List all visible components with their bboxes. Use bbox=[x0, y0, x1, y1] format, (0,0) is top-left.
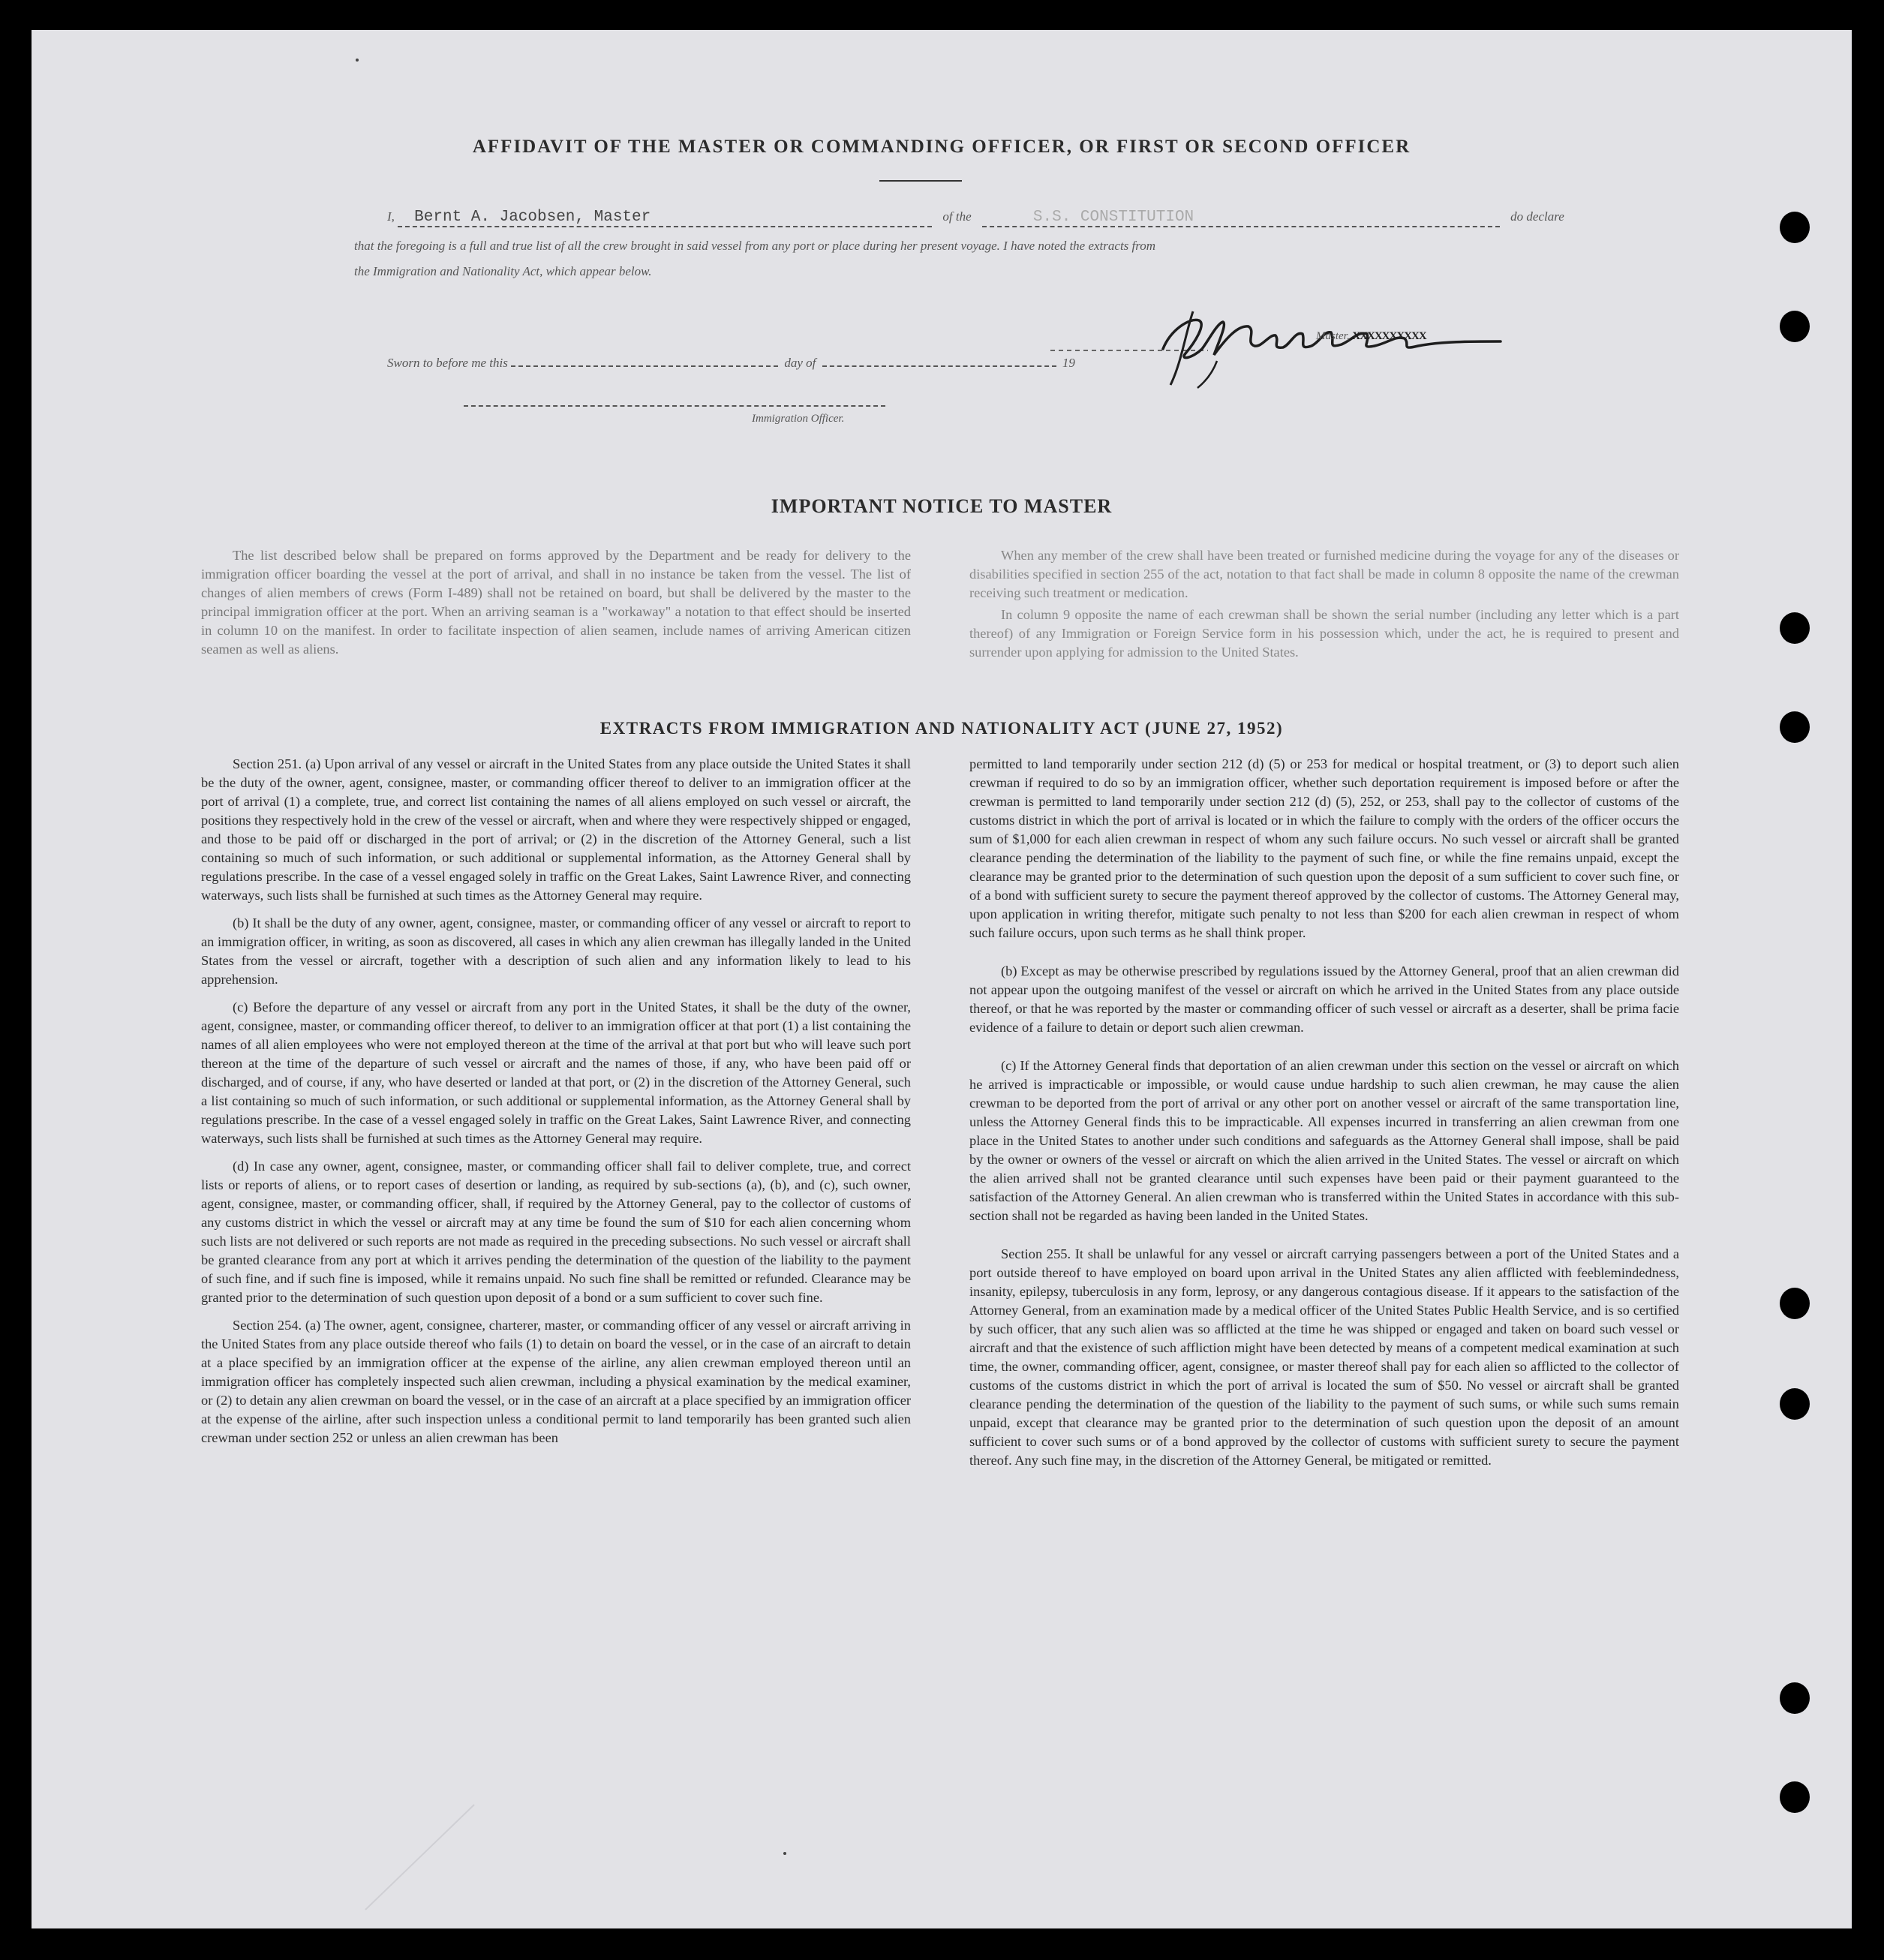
extract-paragraph: Section 251. (a) Upon arrival of any vessel or aircraft in the United States from any place outside the United States it shall be the duty of the owner, agent, consignee, master, or commanding officer thereof to deliver to an immigration officer at the port of arrival (1) a complete, true, and correct list containing the names of all aliens employed on such vessel or aircraft, the positions they respectively hold in the crew of the vessel or aircraft, when and where they were respectively shipped or engaged, and those to be paid off or discharged in the port of arrival; or (2) in the discretion of the Attorney General, such a list containing so much of such information, or such additional or supplemental information, as the Attorney General shall by regulations prescribe. In the case of a vessel engaged solely in traffic on the Great Lakes, Saint Lawrence River, and connecting waterways, such lists shall be furnished at such times as the Attorney General may require. bbox=[201, 756, 911, 903]
sworn-line bbox=[387, 356, 1075, 371]
extract-paragraph: permitted to land temporarily under section 212 (d) (5) or 253 for medical or hospital treatment, or (3) to deport such alien crewman if required to do so by an immigration officer, whether such deportation requirement is imposed before or after the crewman is permitted to land temporarily under section 212 (d) (5), 252, or 253, shall pay to the collector of customs of the customs district in which the port of arrival is located or in which the failure to comply with the orders of the officer occurs the sum of $1,000 for each alien crewman in respect of whom any such failure occurs. No such vessel or aircraft shall be granted clearance pending the determination of the liability to the payment of such fine, or while the fine remains unpaid, except the clearance may be granted prior to the determination of such question upon the deposit of a sum sufficient to cover such fine, or of a bond with sufficient surety to secure the payment thereof approved by the collector of customs. The Attorney General may, upon application in writing therefor, mitigate such penalty to not less than $200 for each alien crewman in respect of whom such failure occurs, upon such terms as he shall think proper. bbox=[969, 756, 1679, 940]
notice-paragraph: When any member of the crew shall have been treated or furnished medicine during the voyage for any of the diseases or disabilities specified in section 255 of the act, notation to that fact shall be made in column 8 opposite the name of the crewman receiving such treatment or medication. bbox=[969, 548, 1679, 600]
vessel-field[interactable] bbox=[982, 209, 1500, 227]
punch-hole bbox=[1780, 311, 1810, 342]
statement-line: that the foregoing is a full and true list of all the crew brought in said vessel from any port or place during her present voyage. I have noted the extracts from bbox=[354, 239, 1156, 253]
vessel-name: S.S. CONSTITUTION bbox=[1032, 209, 1194, 226]
punch-hole bbox=[1780, 1288, 1810, 1319]
notice-left-column bbox=[201, 546, 911, 668]
extracts-title: EXTRACTS FROM IMMIGRATION AND NATIONALITY ACT (JUNE 27, 1952) bbox=[599, 719, 1284, 738]
master-signature bbox=[1020, 289, 1561, 394]
punch-hole bbox=[1780, 212, 1810, 243]
prefix-label: I, bbox=[387, 209, 395, 224]
extract-paragraph: Section 255. It shall be unlawful for any vessel or aircraft carrying passengers between a port of the United States and a port outside thereof to have employed on board upon arrival in the United States any alien afflicted with feeblemindedness, insanity, epilepsy, tuberculosis in any form, leprosy, or any dangerous contagious disease. If it appears to the satisfaction of the Attorney General, from an examination made by a medical officer of the United States Public Health Service, and is so certified by such officer, that any such alien was so afflicted at the time he was shipped or engaged and taken on board such vessel or aircraft and that the existence of such affliction might have been detected by means of a competent medical examination at such time, the owner, commanding officer, agent, consignee, or master thereof shall pay for each alien so afflicted to the collector of customs of the customs district in which the port of arrival is located the sum of $50. No vessel or aircraft shall be granted clearance pending the determination of the question of the liability to the payment of such sums, or while such sums remain unpaid, except that clearance may be granted prior to the determination of such question upon the deposit of an amount sufficient to cover such sums or of a bond approved by the collector of customs with sufficient surety to secure the payment thereof. Any such fine may, in the discretion of the Attorney General, be mitigated or remitted. bbox=[969, 1246, 1679, 1468]
declaration-line bbox=[387, 209, 1564, 227]
extract-paragraph: (b) It shall be the duty of any owner, agent, consignee, master, or commanding officer of any vessel or aircraft to report to an immigration officer, in writing, as soon as discovered, all cases in which any alien crewman has illegally landed in the United States from the vessel or aircraft, together with a description of such alien and any information likely to lead to his apprehension. bbox=[201, 915, 911, 987]
extract-paragraph: (d) In case any owner, agent, consignee, master, or commanding officer shall fail to deliver complete, true, and correct lists or reports of aliens, or to report cases of desertion or landing, as required by sub-sections (a), (b), and (c), such owner, agent, consignee, master, or commanding officer, shall, if required by the Attorney General, pay to the collector of customs of any customs district in which the vessel or aircraft may at any time be found the sum of $10 for each alien concerning whom such lists are not delivered or such reports are not made as required in the preceding subsections. No such vessel or aircraft shall be granted clearance from any port at which it arrives pending the determination of the question of the liability to the payment of such fine, and if such fine is imposed, while it remains unpaid. No such fine shall be remitted or refunded. Clearance may be granted prior to the determination of such question upon deposit of a bond or a sum sufficient to cover such fine. bbox=[201, 1159, 911, 1305]
scan-mark bbox=[783, 1852, 786, 1855]
title-divider bbox=[879, 180, 962, 182]
statement-line: the Immigration and Nationality Act, which appear below. bbox=[354, 264, 652, 278]
notice-right-column bbox=[969, 546, 1679, 671]
day-of-label: day of bbox=[784, 356, 816, 370]
extracts-left-column bbox=[201, 755, 911, 1456]
scan-mark bbox=[362, 1801, 482, 1913]
sworn-month-field[interactable] bbox=[822, 365, 1056, 367]
master-title-line bbox=[1316, 330, 1426, 343]
extract-paragraph: (b) Except as may be otherwise prescribed by regulations issued by the Attorney General, proof that an alien crewman did not appear upon the outgoing manifest of the vessel or aircraft on which he arrived in the United States from any place outside thereof, or that he was reported by the master or commanding officer of such vessel or aircraft as a deserter, shall be prima facie evidence of a failure to detain or deport such alien crewman. bbox=[969, 963, 1679, 1035]
notice-paragraph: In column 9 opposite the name of each crewman shall be shown the serial number (including any letter which is a part thereof) of any Immigration or Foreign Service form in his possession which, under the act, he is required to present and surrender upon applying for admission to the United States. bbox=[969, 607, 1679, 660]
declarant-field[interactable] bbox=[398, 209, 932, 227]
of-the-label: of the bbox=[942, 209, 972, 224]
year-label: 19 bbox=[1062, 356, 1075, 370]
notice-paragraph: The list described below shall be prepared on forms approved by the Department and be ready for delivery to the immigration officer boarding the vessel at the port of arrival, and shall in no instance be taken from the vessel. The list of changes of alien members of crews (Form I-489) shall not be retained on board, but shall be delivered by the master to the principal immigration officer at the port. When an arriving seaman is a "workaway" a notation to that effect should be inserted in column 10 on the manifest. In order to facilitate inspection of alien seamen, include names of arriving American citizen seamen as well as aliens. bbox=[201, 548, 911, 657]
notice-title: IMPORTANT NOTICE TO MASTER bbox=[771, 495, 1113, 517]
immigration-officer-label: Immigration Officer. bbox=[752, 413, 845, 425]
punch-hole bbox=[1780, 612, 1810, 644]
scan-mark bbox=[356, 59, 359, 62]
punch-hole bbox=[1780, 1388, 1810, 1420]
declarant-name: Bernt A. Jacobsen, Master bbox=[414, 209, 651, 226]
punch-hole bbox=[1780, 1781, 1810, 1813]
sworn-label: Sworn to before me this bbox=[387, 356, 508, 370]
affidavit-title: AFFIDAVIT OF THE MASTER OR COMMANDING OFFICER, OR FIRST OR SECOND OFFICER bbox=[472, 137, 1411, 157]
extract-paragraph: (c) Before the departure of any vessel or aircraft from any port in the United States, it shall be the duty of the owner, agent, consignee, master, or commanding officer thereof, to deliver to an immigration officer at that port (1) a list containing the names of all alien employees who were not employed thereon at the time of the arrival at that port but who will leave such port thereon at the time of the departure of such vessel or aircraft and the names of those, if any, who have been paid off or discharged, and of course, if any, who have deserted or landed at that port, or (2) in the discretion of the Attorney General, such a list containing so much of such information, or such additional or supplemental information, as the Attorney General shall by regulations prescribe. In the case of a vessel engaged solely in traffic on the Great Lakes, Saint Lawrence River, and connecting waterways, such lists shall be furnished at such times as the Attorney General may require. bbox=[201, 1000, 911, 1146]
punch-hole bbox=[1780, 1682, 1810, 1714]
extracts-right-column bbox=[969, 755, 1679, 1479]
extract-paragraph: Section 254. (a) The owner, agent, consignee, charterer, master, or commanding officer of any vessel or aircraft arriving in the United States from any place outside thereof who fails (1) to detain on board the vessel, or in the case of an aircraft to detain at a place specified by an immigration officer at the expense of the airline, any alien crewman employed thereon until an immigration officer has completely inspected such alien crewman, including a physical examination by the medical examiner, or (2) to detain any alien crewman on board the vessel, or in the case of an aircraft at a place specified by an immigration officer at the expense of the airline, after such inspection unless a conditional permit to land temporarily has been granted such alien crewman under section 252 or unless an alien crewman has been bbox=[201, 1318, 911, 1445]
sworn-day-field[interactable] bbox=[511, 365, 778, 367]
extract-paragraph: (c) If the Attorney General finds that deportation of an alien crewman under this section on the vessel or aircraft on which he arrived is impracticable or impossible, or would cause undue hardship to such alien crewman, he may cause the alien crewman to be deported from the port of arrival or any other port on another vessel or aircraft of the same transportation line, unless the Attorney General finds this to be impracticable. All expenses incurred in transferring an alien crewman from one place in the United States to another under such conditions and safeguards as the Attorney General shall impose, shall be paid by the owner or owners of the vessel or aircraft on which the alien arrived in the United States. The vessel or aircraft on which the alien arrived shall not be granted clearance until such expenses have been paid or their payment guaranteed to the satisfaction of the Attorney General. An alien crewman who is transferred within the United States in accordance with this sub-section shall not be regarded as having been landed in the United States. bbox=[969, 1058, 1679, 1223]
immigration-officer-signature-field[interactable] bbox=[464, 405, 885, 407]
master-label: Master, bbox=[1316, 330, 1350, 342]
do-declare-label: do declare bbox=[1510, 209, 1564, 224]
struck-out-label: XXXXXXXXXX bbox=[1352, 330, 1426, 342]
document-page bbox=[32, 30, 1852, 1928]
